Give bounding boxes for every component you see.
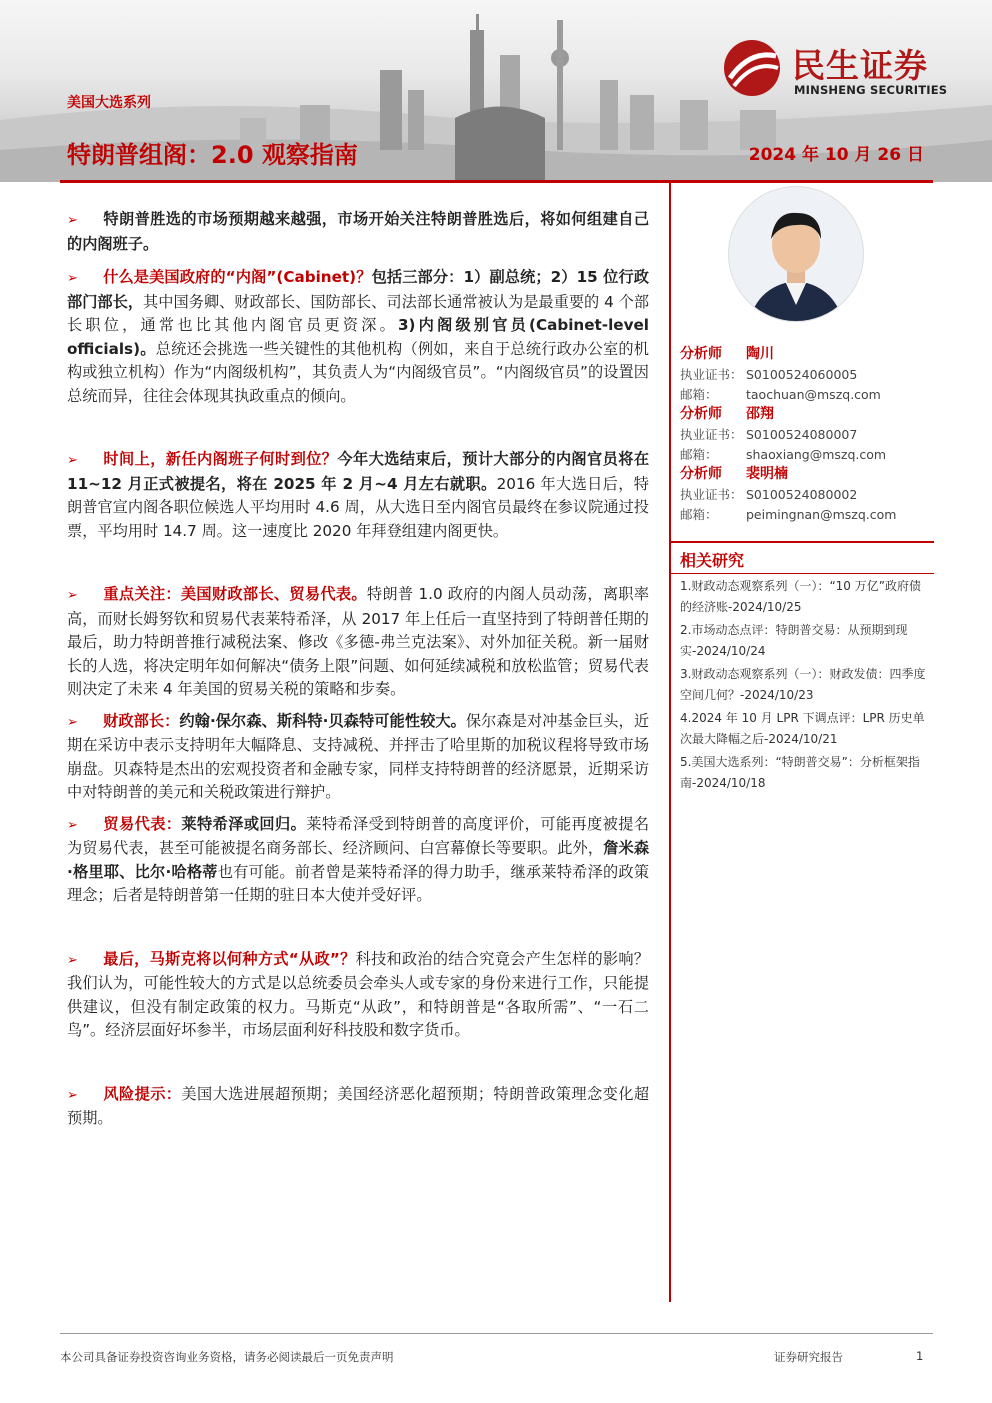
analyst-name: 陶川	[746, 346, 774, 362]
paragraph-6-lead: 贸易代表：	[103, 814, 182, 833]
email-label: 邮箱：	[680, 387, 718, 402]
analyst-role: 分析师	[680, 346, 722, 362]
arrow-bullet-icon: ➢	[67, 271, 78, 286]
arrow-bullet-icon: ➢	[67, 817, 78, 833]
summary-paragraph-7	[67, 948, 649, 1043]
related-divider	[670, 573, 934, 574]
cert-number: S0100524080007	[746, 427, 858, 442]
minsheng-logo-icon	[720, 38, 784, 98]
paragraph-3-bold: 今年大选结束后，预计大部分的内阁官员将在 11~12 月正式被提名，将在 2025 年 2 月~4 月左右就职。	[67, 450, 650, 493]
summary-paragraph-8	[67, 1083, 649, 1131]
paragraph-6-text-1: 莱特希泽受到特朗普的高度评价，可能再度被提名为贸易代表，甚至可能被提名商务部长、经济顾问、白宫幕僚长等要职。此外，	[67, 814, 650, 857]
paragraph-6-text-2: 也有可能。前者曾是莱特希泽的得力助手，继承莱特希泽的政策理念；后者是特朗普第一任期的驻日本大使并受好评。	[67, 862, 650, 904]
paragraph-3-text: 2016 年大选日后，特朗普官宣内阁各职位候选人平均用时 4.6 周，从大选日至内阁官员最终在参议院通过投票，平均用时 14.7 周。这一速度比 2020 年拜登组建内阁更快。	[67, 474, 649, 540]
analyst-card-3	[680, 463, 930, 525]
analyst-name: 邵翔	[746, 406, 774, 422]
related-item[interactable]: 4.2024 年 10 月 LPR 下调点评：LPR 历史单次最大降幅之后-2024/10/21	[680, 711, 925, 746]
arrow-bullet-icon: ➢	[67, 952, 78, 968]
footer-report-type: 证券研究报告	[774, 1350, 843, 1364]
paragraph-2-text-1: 其中国务卿、财政部长、国防部长、司法部长通常被认为是最重要的 4 个部长职位，通常也比其他内阁官员更资深。	[67, 292, 650, 334]
paragraph-4-text: 特朗普 1.0 政府的内阁人员动荡，离职率高，而财长姆努钦和贸易代表莱特希泽，从 2017 年上任后一直坚持到了特朗普任期的最后，助力特朗普推行减税法案、修改《多德-弗兰克法案》、对外加征关税。新一届财长的人选，将决定明年如何解决“债务上限”问题、如何延续减税和放松监管；贸易代表则决定了未来 4 年美国的贸易关税的策略和步奏。	[67, 585, 650, 698]
analyst-role: 分析师	[680, 406, 722, 422]
related-item[interactable]: 2.市场动态点评：特朗普交易：从预期到现实-2024/10/24	[680, 623, 908, 658]
summary-paragraph-5	[67, 710, 649, 805]
email-link[interactable]: shaoxiang@mszq.com	[746, 447, 887, 462]
analyst-name: 裴明楠	[746, 466, 788, 482]
analyst-role: 分析师	[680, 466, 722, 482]
email-label: 邮箱：	[680, 507, 718, 522]
analyst-photo	[728, 186, 864, 322]
arrow-bullet-icon: ➢	[67, 588, 78, 603]
paragraph-7-text: 科技和政治的结合究竟会产生怎样的影响？我们认为，可能性较大的方式是以总统委员会牵头人或专家的身份来进行工作，只能提供建议，但没有制定政策的权力。马斯克“从政”，和特朗普是“各取所需”、“一石二鸟”。经济层面好坏参半，市场层面利好科技股和数字货币。	[67, 949, 650, 1039]
cert-number: S0100524060005	[746, 367, 858, 382]
main-summary	[67, 208, 649, 1131]
related-item[interactable]: 1.财政动态观察系列（一）：“10 万亿”政府债的经济账-2024/10/25	[680, 579, 921, 614]
summary-paragraph-2	[67, 266, 649, 408]
paragraph-5-bold: 约翰·保尔森、斯科特·贝森特可能性较大。	[179, 711, 466, 730]
logo-english-text: MINSHENG SECURITIES	[794, 83, 948, 97]
paragraph-5-lead: 财政部长：	[103, 711, 180, 730]
arrow-bullet-icon: ➢	[67, 213, 78, 228]
paragraph-4-lead: 重点关注：美国财政部长、贸易代表。	[103, 585, 367, 603]
paragraph-2-bold-2: 3)内阁级别官员(Cabinet-level officials)。	[67, 316, 650, 358]
paragraph-6-bold-2: 詹米森·格里耶、比尔·哈格蒂	[67, 839, 650, 881]
cert-label: 执业证书：	[680, 487, 743, 502]
footer-divider	[60, 1333, 933, 1334]
minsheng-logo	[720, 38, 970, 98]
paragraph-6-bold-1: 莱特希泽或回归。	[181, 814, 307, 833]
paragraph-3-lead: 时间上，新任内阁班子何时到位？	[103, 450, 338, 468]
report-date: 2024 年 10 月 26 日	[748, 145, 924, 165]
paragraph-8-text: 美国大选进展超预期；美国经济恶化超预期；特朗普政策理念变化超预期。	[67, 1084, 650, 1127]
arrow-bullet-icon: ➢	[67, 1087, 78, 1103]
analyst-card-1	[680, 343, 930, 405]
footer-disclaimer: 本公司具备证券投资咨询业务资格，请务必阅读最后一页免责声明	[60, 1350, 394, 1364]
summary-paragraph-4	[67, 583, 649, 702]
related-research-title: 相关研究	[680, 551, 745, 570]
header-banner	[0, 0, 992, 182]
related-research-list	[680, 576, 930, 796]
analyst-portrait-image	[729, 187, 863, 321]
related-top-divider	[670, 541, 934, 543]
paragraph-8-lead: 风险提示：	[103, 1084, 182, 1103]
paragraph-2-bold-1: 包括三部分：1）副总统；2）15 位行政部门部长，	[67, 268, 649, 311]
arrow-bullet-icon: ➢	[67, 714, 78, 730]
paragraph-5-text: 保尔森是对冲基金巨头，近期在采访中表示支持明年大幅降息、支持减税、并抨击了哈里斯的加税议程将导致市场崩盘。贝森特是杰出的宏观投资者和金融专家，同样支持特朗普的经济愿景，近期采访中对特朗普的美元和关税政策进行辩护。	[67, 711, 649, 801]
paragraph-7-lead: 最后，马斯克将以何种方式“从政”？	[103, 949, 356, 968]
arrow-bullet-icon: ➢	[67, 453, 78, 468]
cert-number: S0100524080002	[746, 487, 858, 502]
report-title: 特朗普组阁：2.0 观察指南	[67, 141, 358, 169]
email-link[interactable]: taochuan@mszq.com	[746, 387, 881, 402]
page-number: 1	[916, 1349, 924, 1363]
column-divider	[669, 183, 671, 1302]
summary-paragraph-6	[67, 813, 649, 908]
related-item[interactable]: 5.美国大选系列：“特朗普交易”：分析框架指南-2024/10/18	[680, 755, 920, 790]
summary-paragraph-1	[67, 208, 649, 256]
related-item[interactable]: 3.财政动态观察系列（一）：财政发债：四季度空间几何？-2024/10/23	[680, 667, 926, 702]
cert-label: 执业证书：	[680, 427, 743, 442]
analyst-card-2	[680, 403, 930, 465]
series-title: 美国大选系列	[67, 95, 151, 111]
cert-label: 执业证书：	[680, 367, 743, 382]
email-link[interactable]: peimingnan@mszq.com	[746, 507, 897, 522]
logo-chinese-text: 民生证券	[792, 46, 928, 85]
email-label: 邮箱：	[680, 447, 718, 462]
summary-paragraph-3	[67, 448, 649, 543]
paragraph-1-bold: 特朗普胜选的市场预期越来越强，市场开始关注特朗普胜选后，将如何组建自己的内阁班子。	[67, 210, 649, 253]
header-divider	[60, 180, 933, 183]
paragraph-2-text-2: 总统还会挑选一些关键性的其他机构（例如，来自于总统行政办公室的机构或独立机构）作为“内阁级机构”，其负责人为“内阁级官员”。“内阁级官员”的设置因总统而异，往往会体现其执政重点的倾向。	[67, 339, 649, 405]
paragraph-2-lead: 什么是美国政府的“内阁”(Cabinet)？	[103, 268, 372, 286]
